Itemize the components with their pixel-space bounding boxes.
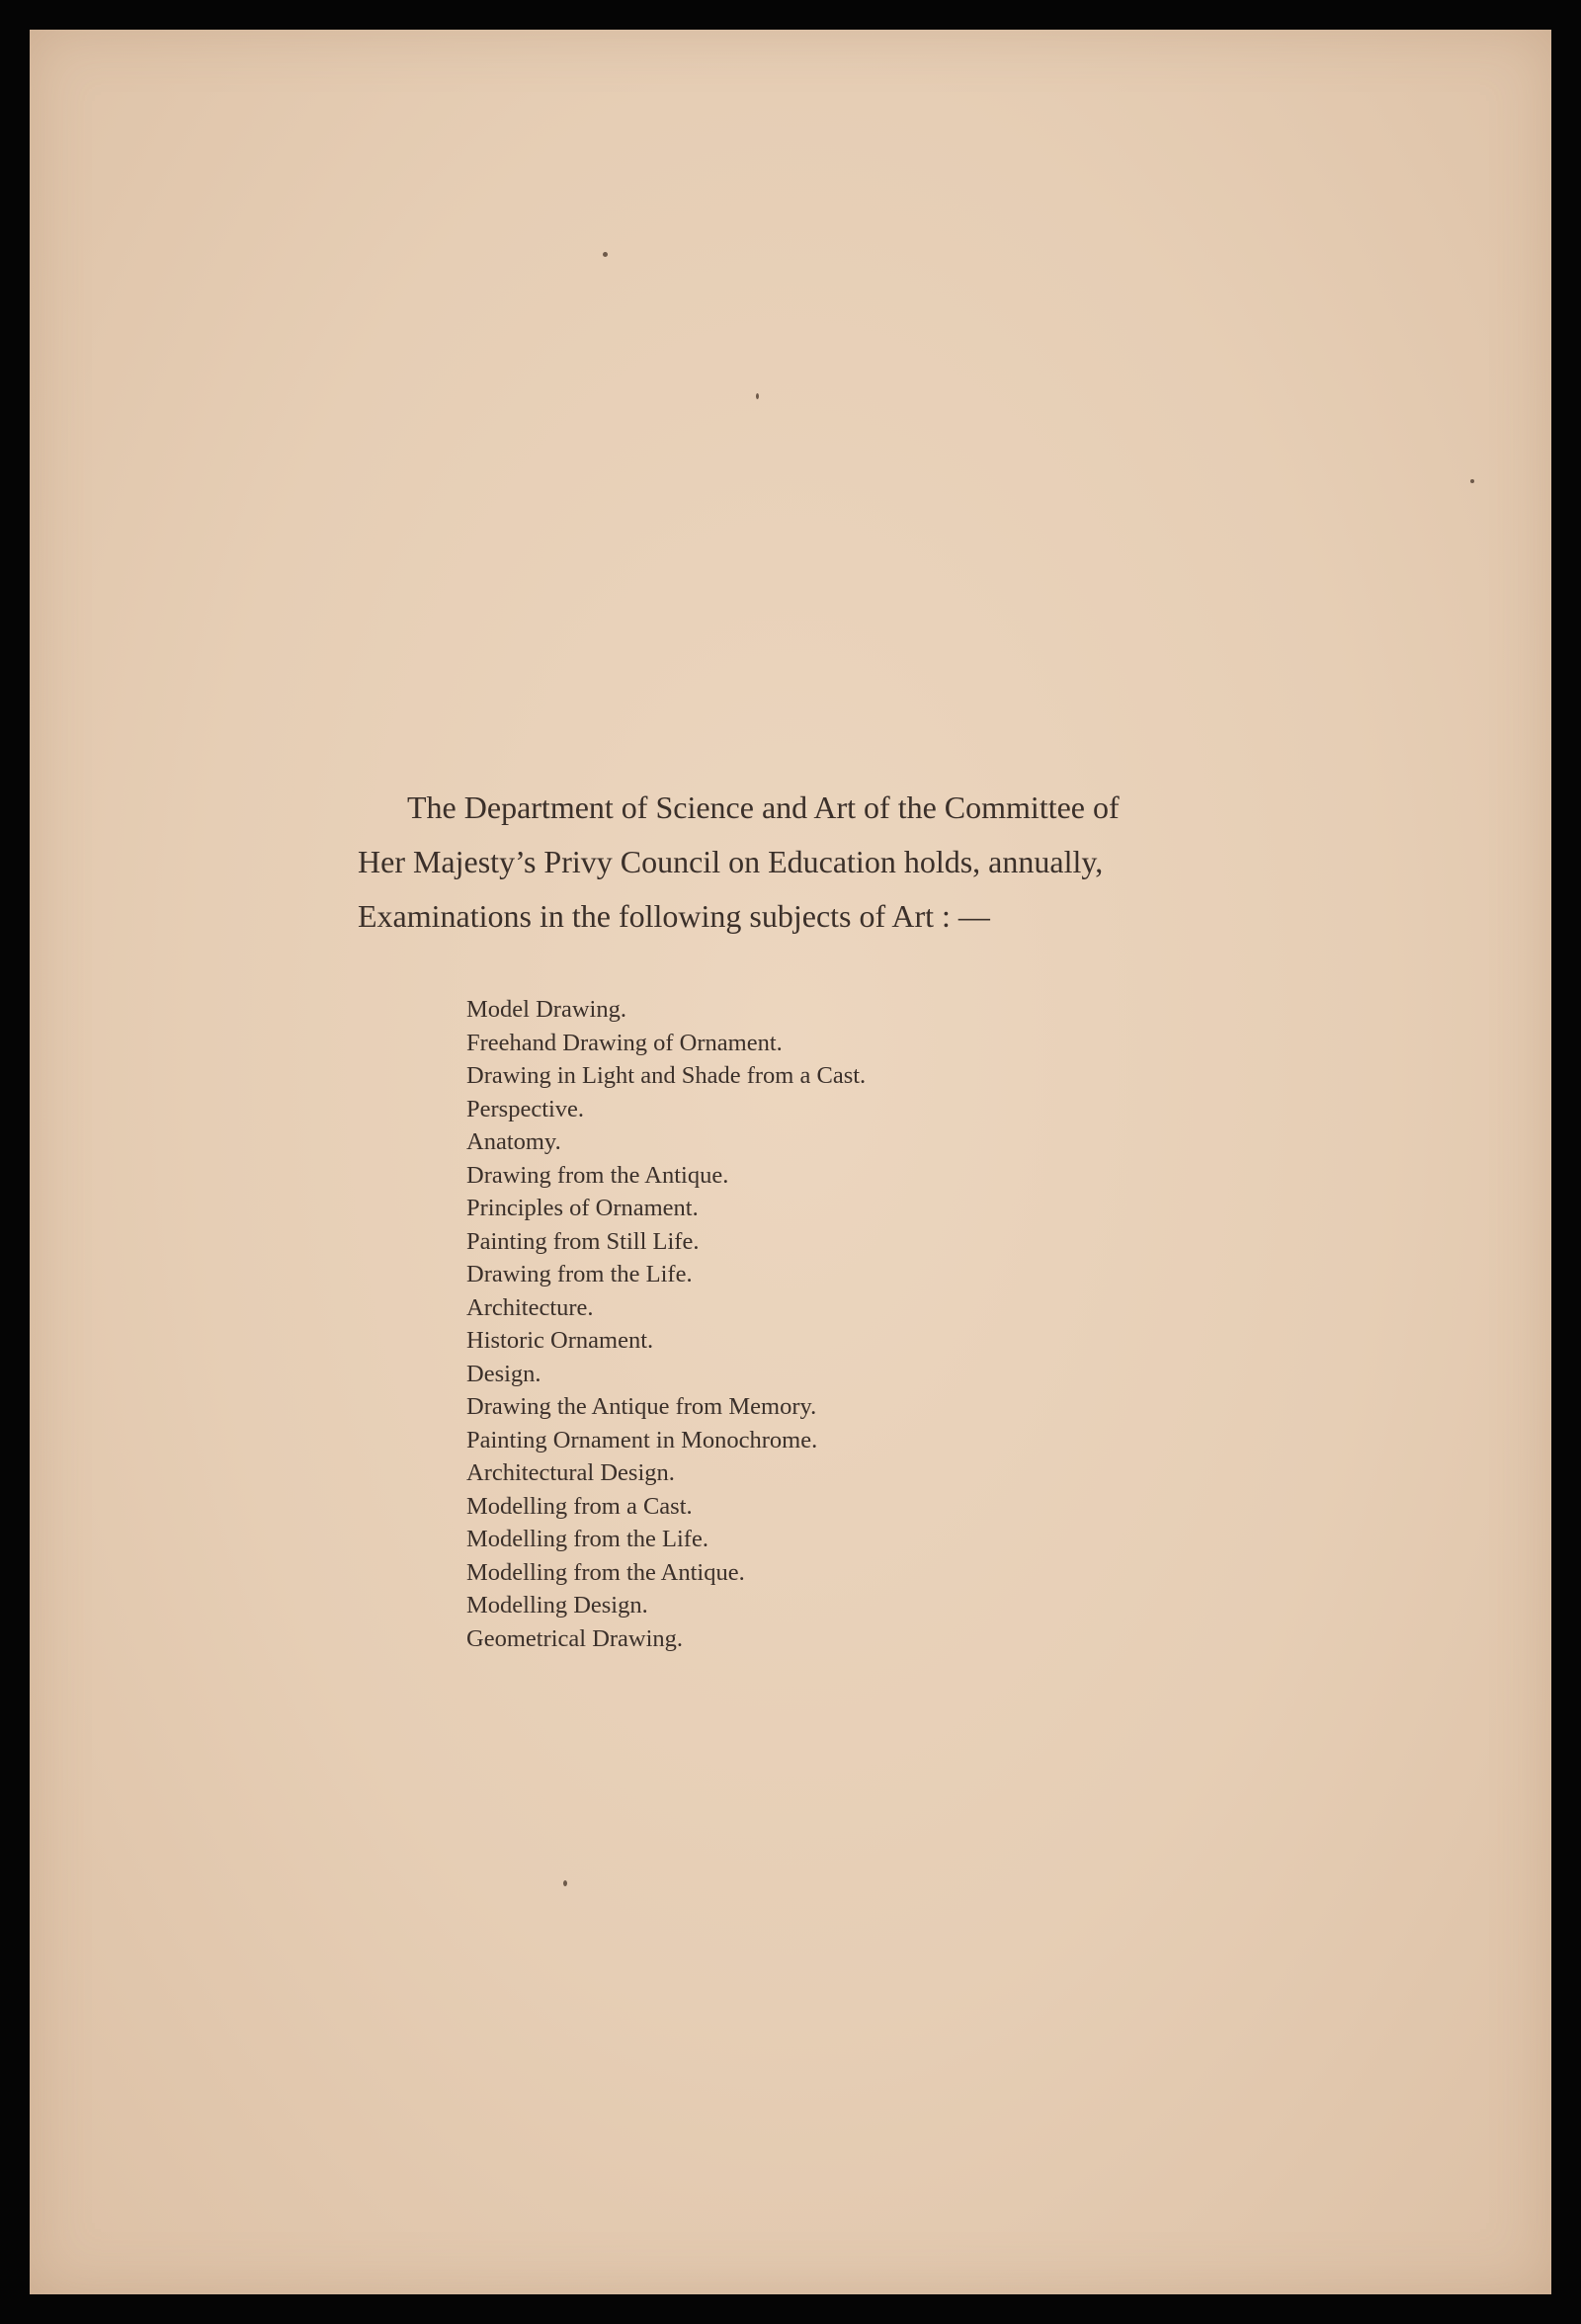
- intro-line-2: Her Majesty’s Privy Council on Education holds, annually,: [358, 844, 1104, 879]
- subject-item: Painting Ornament in Monochrome.: [466, 1426, 818, 1453]
- subject-item: Modelling from a Cast.: [466, 1492, 693, 1520]
- subject-item: Freehand Drawing of Ornament.: [466, 1029, 783, 1056]
- subject-item: Drawing in Light and Shade from a Cast.: [466, 1062, 867, 1089]
- paper-speck: [1470, 479, 1474, 483]
- subject-item: Model Drawing.: [466, 996, 626, 1023]
- intro-line-1: The Department of Science and Art of the Committee of: [407, 789, 1120, 825]
- intro-line-3: Examinations in the following subjects of Art : —: [358, 898, 990, 934]
- subject-item: Geometrical Drawing.: [466, 1624, 684, 1652]
- subject-item: Modelling from the Antique.: [466, 1558, 745, 1586]
- paper-page: [30, 30, 1551, 2294]
- subject-item: Drawing from the Antique.: [466, 1161, 729, 1189]
- intro-paragraph: [358, 781, 1227, 944]
- subject-item: Historic Ornament.: [466, 1327, 654, 1354]
- subject-item: Design.: [466, 1360, 541, 1387]
- subject-item: Architectural Design.: [466, 1459, 675, 1486]
- subject-item: Principles of Ornament.: [466, 1195, 699, 1221]
- subject-item: Drawing the Antique from Memory.: [466, 1393, 817, 1420]
- paper-speck: [756, 393, 759, 399]
- subject-item: Architecture.: [466, 1293, 594, 1321]
- subject-item: Painting from Still Life.: [466, 1227, 700, 1255]
- paper-speck: [603, 252, 608, 257]
- subject-item: Anatomy.: [466, 1128, 561, 1155]
- subject-item: Modelling from the Life.: [466, 1526, 708, 1552]
- subject-item: Perspective.: [466, 1095, 585, 1122]
- subjects-list: [466, 993, 866, 1655]
- paper-speck: [563, 1880, 567, 1886]
- subject-item: Modelling Design.: [466, 1592, 648, 1618]
- subject-item: Drawing from the Life.: [466, 1261, 693, 1287]
